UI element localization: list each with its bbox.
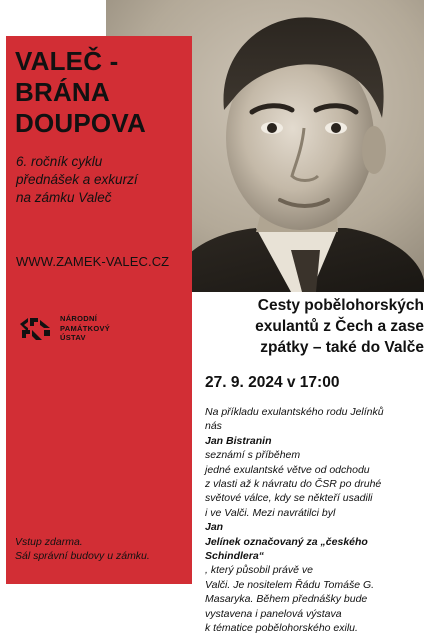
description-line: [205, 621, 417, 635]
title-line: VALEČ -: [15, 46, 119, 76]
description-line: [205, 506, 417, 535]
description-line: [205, 535, 417, 549]
description-highlight: Jan: [205, 521, 224, 534]
description-highlight: Jelínek označovaný za „českého: [205, 535, 368, 548]
description-line: [205, 477, 417, 491]
admission-line: Vstup zdarma.: [15, 536, 83, 548]
npu-logo-icon: [18, 316, 52, 342]
lecture-datetime: 27. 9. 2024 v 17:00: [205, 374, 340, 391]
subtitle-line: přednášek a exkurzí: [16, 172, 138, 187]
lecture-title-line: exulantů z Čech a zase: [255, 318, 424, 335]
lecture-description: [205, 405, 417, 636]
admission-info: [15, 535, 150, 563]
logo-text-line: NÁRODNÍ: [60, 314, 98, 323]
description-line: [205, 419, 417, 462]
description-highlight: Schindlera“: [205, 550, 264, 563]
description-line: [205, 405, 417, 419]
description-line: [205, 463, 417, 477]
description-text: i ve Valči. Mezi navrátilci byl: [205, 506, 336, 519]
description-text: vystavena i panelová výstava: [205, 607, 342, 620]
description-text: k tématice pobělohorského exilu.: [205, 622, 358, 635]
description-text: Valči. Je nositelem Řádu Tomáše G.: [205, 578, 375, 591]
series-subtitle: [16, 153, 188, 207]
logo-text-line: PAMÁTKOVÝ: [60, 323, 111, 333]
description-text: Na příkladu exulantského rodu Jelínků: [205, 406, 384, 418]
description-text: Masaryka. Během přednášky bude: [205, 593, 368, 606]
description-line: [205, 491, 417, 505]
lecture-title-line: zpátky – také do Valče: [260, 339, 424, 356]
description-text: nás: [205, 420, 222, 433]
lecture-title-line: Cesty pobělohorských: [257, 297, 424, 314]
lecture-title: [196, 295, 424, 358]
poster-title: [15, 46, 146, 139]
description-text: seznámí s příběhem: [205, 449, 301, 462]
logo-text-line: ÚSTAV: [60, 333, 86, 342]
venue-line: Sál správní budovy u zámku.: [15, 550, 150, 562]
title-line: DOUPOVA: [15, 108, 146, 138]
npu-logo-text: [60, 314, 110, 343]
description-highlight: Jan Bistranin: [205, 434, 272, 447]
subtitle-line: 6. ročník cyklu: [16, 154, 103, 169]
description-text: , který působil právě ve: [205, 564, 313, 577]
title-line: BRÁNA: [15, 77, 110, 107]
description-text: světové válce, kdy se někteří usadili: [205, 492, 373, 505]
description-line: [205, 578, 417, 592]
description-line: [205, 549, 417, 578]
description-line: [205, 607, 417, 621]
website-link[interactable]: WWW.ZAMEK-VALEC.CZ: [16, 254, 170, 269]
description-text: z vlasti až k návratu do ČSR po druhé: [205, 478, 382, 491]
description-text: jedné exulantské větve od odchodu: [205, 463, 370, 476]
description-line: [205, 592, 417, 606]
subtitle-line: na zámku Valeč: [16, 190, 112, 205]
